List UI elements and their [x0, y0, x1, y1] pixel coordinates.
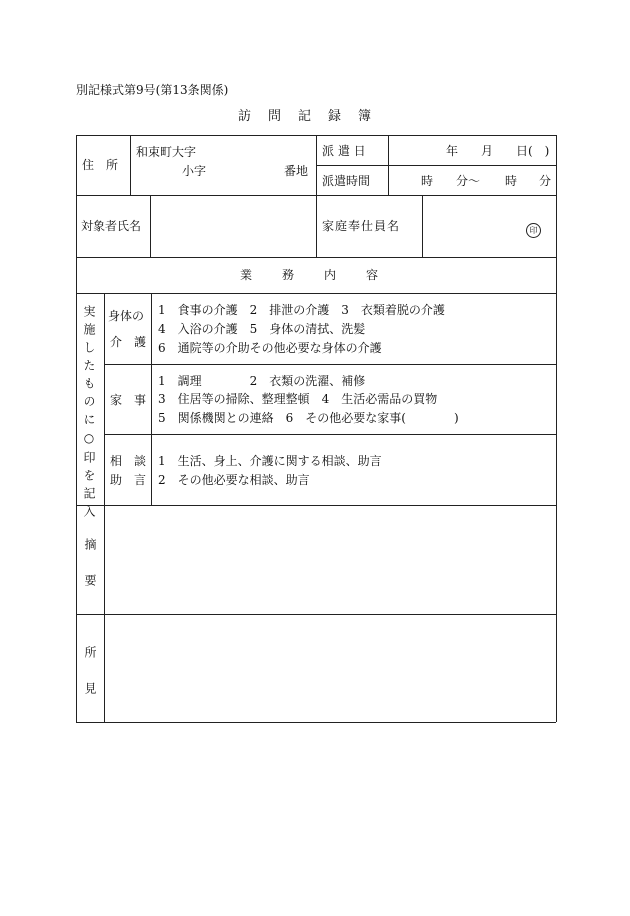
page-title: 訪 問 記 録 簿: [238, 109, 374, 124]
section-consultation-line-1: 1 生活、身上、介護に関する相談、助言: [158, 454, 382, 468]
summary-field[interactable]: [105, 506, 555, 613]
section-housework-label: 家 事: [110, 393, 147, 407]
subject-name-label: 対象者氏名: [81, 219, 142, 233]
section-physical-care-label-bottom: 介 護: [110, 335, 147, 349]
dispatch-date-label: 派 遣 日: [322, 144, 366, 158]
dispatch-time-hour-start: 時: [421, 174, 434, 188]
section-consultation-label-bottom: 助 言: [110, 473, 147, 487]
section-housework-line-3: 5 関係機関との連絡 6 その他必要な家事( ): [158, 411, 459, 425]
section-physical-care-line-2: 4 入浴の介護 5 身体の清拭、洗髪: [158, 322, 366, 336]
helper-name-label: 家庭奉仕員名: [322, 219, 401, 233]
work-side-label: 実施したものに○印を記入: [82, 305, 96, 523]
opinion-field[interactable]: [105, 615, 555, 721]
dispatch-time-min-start: 分〜: [456, 174, 481, 188]
address-label: 住 所: [82, 158, 119, 172]
work-heading: 業 務 内 容: [240, 268, 381, 282]
dispatch-date-day: 日( ): [516, 144, 550, 158]
dispatch-date-year: 年: [446, 144, 459, 158]
dispatch-time-hour-end: 時: [505, 174, 518, 188]
address-banchi: 番地: [284, 164, 309, 178]
form-reference: 別記様式第9号(第13条関係): [76, 83, 229, 97]
section-consultation-line-2: 2 その他必要な相談、助言: [158, 473, 310, 487]
section-housework-line-1: 1 調理 2 衣類の洗濯、補修: [158, 374, 366, 388]
dispatch-date-month: 月: [481, 144, 494, 158]
seal-glyph: 印: [526, 223, 541, 238]
opinion-label: 所見: [83, 646, 97, 718]
dispatch-time-label: 派遣時間: [322, 174, 371, 188]
section-consultation-label-top: 相 談: [110, 454, 147, 468]
section-housework-line-2: 3 住居等の掃除、整理整頓 4 生活必需品の買物: [158, 392, 438, 406]
seal-mark: [526, 218, 541, 238]
address-town: 和束町大字: [136, 145, 197, 159]
address-sub: 小字: [182, 164, 207, 178]
section-physical-care-label-top: 身体の: [108, 309, 145, 323]
section-physical-care-line-3: 6 通院等の介助その他必要な身体の介護: [158, 341, 382, 355]
summary-label: 摘要: [83, 538, 97, 610]
dispatch-time-min-end: 分: [539, 174, 552, 188]
section-physical-care-line-1: 1 食事の介護 2 排泄の介護 3 衣類着脱の介護: [158, 303, 445, 317]
